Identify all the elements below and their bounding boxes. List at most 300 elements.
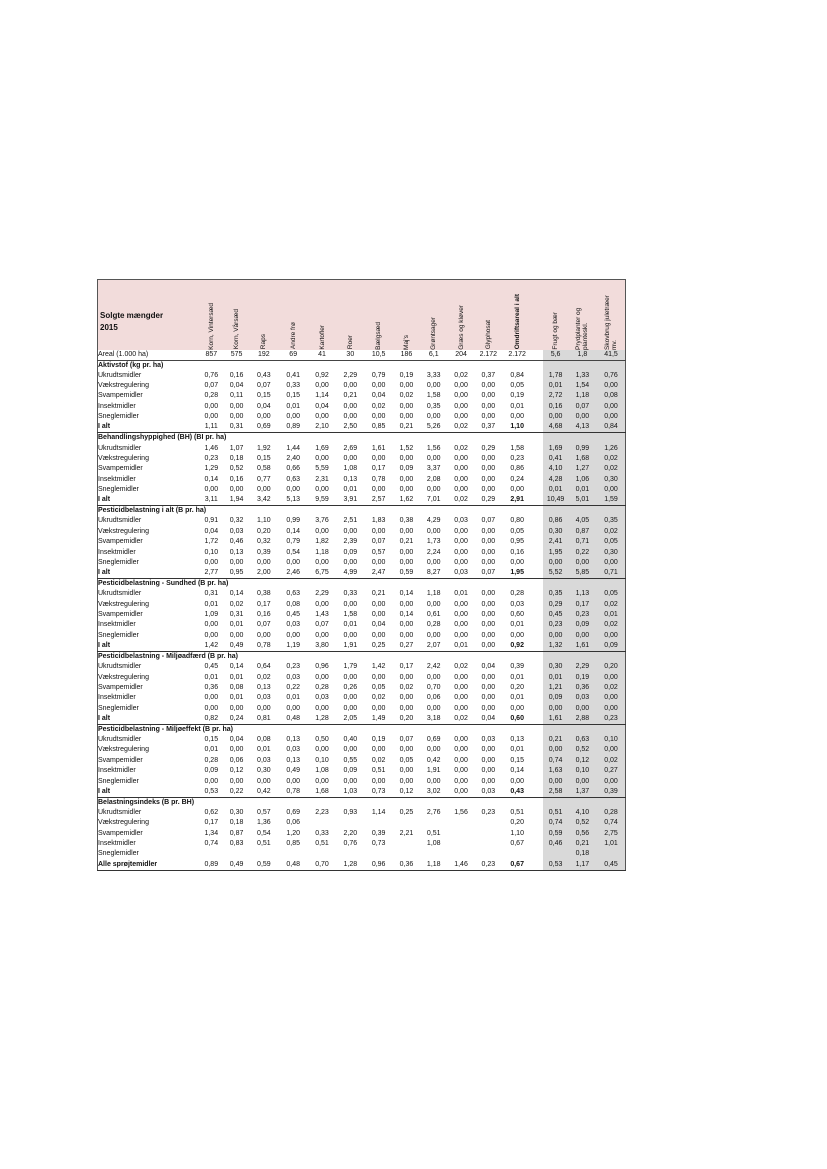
cell-value: 1,61: [371, 444, 386, 452]
cell-value: 0,04: [481, 663, 496, 671]
cell-value: 0,05: [597, 537, 625, 547]
cell-value: 1,79: [343, 663, 358, 671]
cell-value: [336, 818, 364, 828]
cell-value: 0,00: [481, 683, 496, 691]
cell-value: 0,36: [393, 860, 420, 871]
row-label: Svampemidler: [98, 756, 143, 764]
cell-value: 0,51: [543, 808, 567, 818]
cell-value: 0,80: [510, 517, 524, 525]
row-label: Aktivstof (kg pr. ha): [98, 361, 164, 369]
row-label: Pesticidbelastning - Miljøadfærd (B pr. ha): [98, 653, 239, 660]
cell-value: 0,07: [204, 382, 219, 390]
cell-value: 0,00: [315, 704, 329, 712]
section-filler: [224, 797, 249, 808]
cell-value: [502, 849, 532, 859]
cell-value: 1,42: [371, 663, 386, 671]
cell-value: 4,13: [568, 422, 597, 433]
cell-value: 1,26: [597, 443, 625, 453]
section-filler: [364, 652, 392, 663]
column-spacer: [532, 454, 543, 464]
cell-value: [308, 849, 336, 859]
cell-value: 1,8: [568, 350, 597, 361]
cell-value: 0,09: [343, 767, 358, 775]
cell-value: 0,31: [204, 590, 219, 598]
row-label: Vækstregulering: [98, 673, 149, 681]
column-header: [447, 280, 474, 350]
section-filler: [364, 579, 392, 590]
cell-value: 0,78: [279, 787, 308, 798]
row-label: Vækstregulering: [98, 819, 149, 827]
cell-value: 0,13: [510, 736, 524, 744]
cell-value: 0,86: [510, 465, 524, 473]
cell-value: 1,18: [315, 548, 329, 556]
table-row: [98, 610, 626, 620]
row-label: I alt: [98, 422, 199, 433]
column-spacer: [532, 662, 543, 672]
cell-value: 0,00: [315, 382, 329, 390]
section-filler: [364, 433, 392, 444]
cell-value: 0,00: [568, 412, 597, 422]
cell-value: 0,00: [229, 777, 244, 785]
cell-value: 0,03: [568, 693, 597, 703]
section-filler: [279, 360, 308, 371]
cell-value: 0,22: [286, 683, 300, 691]
section-filler: [308, 724, 336, 735]
section-filler: [393, 797, 420, 808]
row-label: Insektmidler: [98, 840, 136, 848]
column-spacer: [532, 516, 543, 526]
cell-value: 0,56: [568, 829, 597, 839]
cell-value: 0,00: [371, 454, 386, 462]
cell-value: 2,20: [343, 829, 358, 837]
cell-value: 0,38: [257, 590, 271, 598]
cell-value: 0,04: [371, 392, 386, 400]
cell-value: 0,00: [481, 527, 496, 535]
cell-value: 0,59: [543, 829, 567, 839]
cell-value: 1,58: [343, 611, 358, 619]
cell-value: [364, 849, 392, 859]
cell-value: 1,13: [568, 589, 597, 599]
cell-value: [447, 839, 474, 849]
cell-value: 41,5: [597, 350, 625, 361]
row-label: Sneglemidler: [98, 631, 139, 639]
column-spacer: [532, 412, 543, 422]
cell-value: 0,82: [199, 714, 224, 725]
column-spacer: [532, 839, 543, 849]
cell-value: 2,29: [568, 662, 597, 672]
section-filler: [502, 724, 532, 735]
cell-value: 0,13: [286, 756, 300, 764]
section-filler: [447, 652, 474, 663]
cell-value: 0,96: [315, 663, 329, 671]
cell-value: 2,75: [597, 829, 625, 839]
section-filler: [420, 652, 447, 663]
cell-value: 0,63: [568, 735, 597, 745]
cell-value: [597, 849, 625, 859]
cell-value: 0,95: [224, 568, 249, 579]
cell-value: 0,00: [426, 600, 441, 608]
cell-value: 1,08: [343, 465, 358, 473]
cell-value: 0,49: [224, 641, 249, 652]
cell-value: 0,00: [257, 486, 271, 494]
row-label: Ukrudtsmidler: [98, 808, 142, 816]
cell-value: 0,00: [286, 704, 300, 712]
total-row: [98, 860, 626, 871]
cell-value: 0,00: [229, 746, 244, 754]
table-row: [98, 620, 626, 630]
cell-value: 2.172: [475, 350, 502, 361]
cell-value: 0,92: [502, 641, 532, 652]
cell-value: 0,74: [543, 818, 567, 828]
cell-value: 0,00: [371, 611, 386, 619]
row-label: Insektmidler: [98, 548, 136, 556]
cell-value: 0,43: [502, 787, 532, 798]
section-filler: [393, 724, 420, 735]
cell-value: 1,03: [336, 787, 364, 798]
cell-value: 1,61: [543, 714, 567, 725]
cell-value: 0,01: [543, 672, 567, 682]
cell-value: 0,87: [568, 527, 597, 537]
cell-value: 2.172: [502, 350, 532, 361]
cell-value: 0,07: [399, 736, 414, 744]
row-label: Sneglemidler: [98, 558, 139, 566]
column-header: [568, 280, 597, 350]
table-row: [98, 454, 626, 464]
cell-value: 0,01: [510, 402, 524, 410]
table-row: [98, 391, 626, 401]
cell-value: 2,29: [343, 371, 358, 379]
cell-value: 1,34: [204, 829, 219, 837]
column-header-label: Frugt og bær: [552, 311, 560, 350]
cell-value: 0,29: [543, 600, 567, 610]
cell-value: 0,28: [510, 590, 524, 598]
section-filler: [502, 652, 532, 663]
cell-value: 0,00: [204, 631, 219, 639]
cell-value: 0,37: [475, 422, 502, 433]
cell-value: 0,00: [399, 382, 414, 390]
cell-value: 0,00: [399, 402, 414, 410]
total-row: [98, 641, 626, 652]
section-filler: [224, 506, 249, 517]
cell-value: 2,50: [336, 422, 364, 433]
cell-value: 0,00: [343, 454, 358, 462]
section-filler: [543, 652, 567, 663]
cell-value: 575: [224, 350, 249, 361]
cell-value: 2,21: [399, 829, 414, 837]
cell-value: 0,70: [308, 860, 336, 871]
cell-value: 0,26: [343, 683, 358, 691]
cell-value: 0,20: [257, 527, 271, 535]
cell-value: 0,23: [481, 808, 496, 816]
cell-value: 0,48: [279, 860, 308, 871]
cell-value: [249, 849, 278, 859]
cell-value: 0,00: [229, 402, 244, 410]
cell-value: 0,09: [543, 693, 567, 703]
cell-value: 1,37: [568, 787, 597, 798]
cell-value: [447, 818, 474, 828]
cell-value: 0,17: [257, 600, 271, 608]
cell-value: 0,00: [510, 558, 524, 566]
cell-value: 1,10: [502, 422, 532, 433]
cell-value: [475, 839, 502, 849]
cell-value: 0,00: [399, 704, 414, 712]
cell-value: 0,05: [510, 382, 524, 390]
cell-value: 1,36: [257, 819, 271, 827]
cell-value: 0,00: [343, 777, 358, 785]
cell-value: 0,02: [371, 756, 386, 764]
cell-value: 1,14: [315, 392, 329, 400]
cell-value: 0,57: [371, 548, 386, 556]
section-filler: [447, 724, 474, 735]
table-row: [98, 756, 626, 766]
cell-value: 0,67: [510, 840, 524, 848]
cell-value: 0,00: [204, 621, 219, 629]
cell-value: 0,16: [229, 475, 244, 483]
section-filler: [336, 652, 364, 663]
cell-value: 0,71: [568, 537, 597, 547]
cell-value: 3,80: [308, 641, 336, 652]
table-row: [98, 412, 626, 422]
cell-value: 0,76: [597, 371, 625, 381]
cell-value: 0,03: [286, 746, 300, 754]
cell-value: 0,00: [597, 381, 625, 391]
section-filler: [597, 579, 625, 590]
cell-value: 0,78: [371, 475, 386, 483]
cell-value: 2,39: [343, 538, 358, 546]
section-filler: [393, 506, 420, 517]
cell-value: 1,01: [597, 839, 625, 849]
column-spacer: [532, 485, 543, 495]
cell-value: 0,00: [481, 756, 496, 764]
cell-value: 0,23: [597, 714, 625, 725]
cell-value: 5,59: [315, 465, 329, 473]
cell-value: 0,02: [597, 600, 625, 610]
cell-value: 0,00: [454, 631, 468, 639]
cell-value: 0,05: [597, 589, 625, 599]
cell-value: 0,31: [229, 611, 244, 619]
cell-value: 0,00: [315, 413, 329, 421]
cell-value: 4,05: [568, 516, 597, 526]
section-filler: [364, 506, 392, 517]
cell-value: 0,01: [343, 621, 358, 629]
cell-value: 0,50: [315, 736, 329, 744]
cell-value: 0,00: [426, 486, 441, 494]
cell-value: 0,69: [249, 422, 278, 433]
cell-value: 3,02: [420, 787, 447, 798]
cell-value: 0,01: [510, 673, 524, 681]
cell-value: 0,00: [454, 538, 468, 546]
column-header: [279, 280, 308, 350]
cell-value: [447, 849, 474, 859]
row-label: Insektmidler: [98, 694, 136, 702]
section-filler: [543, 724, 567, 735]
cell-value: [224, 849, 249, 859]
cell-value: 0,00: [343, 382, 358, 390]
row-label: Pesticidbelastning - Sundhed (B pr. ha): [98, 580, 229, 588]
column-spacer: [532, 735, 543, 745]
cell-value: 0,00: [481, 600, 496, 608]
cell-value: 0,57: [257, 808, 271, 816]
cell-value: 0,10: [597, 735, 625, 745]
row-label: Insektmidler: [98, 767, 136, 775]
cell-value: 0,02: [447, 422, 474, 433]
table-row: [98, 600, 626, 610]
row-label: Svampemidler: [98, 611, 143, 619]
cell-value: 857: [199, 350, 224, 361]
cell-value: 0,00: [399, 558, 414, 566]
cell-value: 1,82: [315, 538, 329, 546]
cell-value: 0,00: [204, 486, 219, 494]
cell-value: 0,30: [597, 475, 625, 485]
cell-value: 0,00: [597, 672, 625, 682]
cell-value: 0,00: [229, 486, 244, 494]
cell-value: 0,02: [454, 371, 468, 379]
cell-value: 0,28: [315, 683, 329, 691]
cell-value: 0,08: [597, 391, 625, 401]
cell-value: 0,00: [475, 641, 502, 652]
section-filler: [249, 360, 278, 371]
cell-value: 0,00: [229, 704, 244, 712]
section-filler: [502, 506, 532, 517]
cell-value: 3,91: [336, 495, 364, 506]
cell-value: 0,00: [454, 465, 468, 473]
cell-value: 0,96: [364, 860, 392, 871]
table-row: [98, 381, 626, 391]
cell-value: 0,03: [257, 756, 271, 764]
column-spacer: [532, 506, 543, 517]
column-header-label: Andre frø: [289, 322, 297, 350]
cell-value: 0,35: [597, 516, 625, 526]
cell-value: [475, 849, 502, 859]
column-spacer: [532, 818, 543, 828]
row-label: Pesticidbelastning i alt (B pr. ha): [98, 507, 207, 515]
column-spacer: [532, 683, 543, 693]
cell-value: 0,59: [393, 568, 420, 579]
cell-value: 0,03: [286, 673, 300, 681]
cell-value: 0,00: [481, 392, 496, 400]
cell-value: 0,52: [568, 745, 597, 755]
cell-value: 0,61: [426, 611, 441, 619]
column-spacer: [532, 745, 543, 755]
column-spacer: [532, 797, 543, 808]
cell-value: 1,21: [543, 683, 567, 693]
cell-value: 4,10: [568, 808, 597, 818]
cell-value: 1,72: [204, 538, 219, 546]
cell-value: 1,54: [568, 381, 597, 391]
row-label: Alle sprøjtemidler: [98, 860, 199, 871]
section-filler: [420, 579, 447, 590]
cell-value: 0,00: [454, 777, 468, 785]
section-filler: [568, 652, 597, 663]
cell-value: 0,00: [481, 558, 496, 566]
row-label: Sneglemidler: [98, 704, 139, 712]
cell-value: 0,00: [510, 486, 524, 494]
cell-value: 0,62: [204, 808, 219, 816]
cell-value: 0,00: [510, 704, 524, 712]
cell-value: 0,28: [204, 756, 219, 764]
cell-value: 0,00: [257, 777, 271, 785]
column-spacer: [532, 381, 543, 391]
cell-value: 3,37: [426, 465, 441, 473]
cell-value: 0,07: [481, 517, 496, 525]
section-filler: [475, 506, 502, 517]
cell-value: 0,39: [257, 548, 271, 556]
cell-value: 1,62: [393, 495, 420, 506]
table-row: [98, 829, 626, 839]
cell-value: 2,76: [426, 808, 441, 816]
cell-value: 0,00: [371, 631, 386, 639]
cell-value: 0,00: [399, 746, 414, 754]
cell-value: 0,00: [343, 746, 358, 754]
section-header-row: [98, 579, 626, 590]
cell-value: 0,04: [204, 527, 219, 535]
cell-value: 0,00: [204, 413, 219, 421]
section-filler: [279, 506, 308, 517]
cell-value: 0,70: [426, 683, 441, 691]
cell-value: 0,32: [257, 538, 271, 546]
cell-value: 0,00: [399, 454, 414, 462]
column-spacer: [532, 464, 543, 474]
cell-value: 0,77: [257, 475, 271, 483]
row-label: Ukrudtsmidler: [98, 663, 142, 671]
table-row: [98, 485, 626, 495]
section-filler: [597, 360, 625, 371]
cell-value: 0,16: [257, 611, 271, 619]
cell-value: 0,00: [481, 454, 496, 462]
cell-value: 0,00: [315, 454, 329, 462]
cell-value: 0,00: [597, 704, 625, 714]
column-spacer: [532, 641, 543, 652]
cell-value: 0,23: [510, 454, 524, 462]
cell-value: 0,08: [286, 600, 300, 608]
section-filler: [475, 724, 502, 735]
section-filler: [224, 360, 249, 371]
cell-value: 0,03: [481, 736, 496, 744]
cell-value: 4,10: [543, 464, 567, 474]
cell-value: 1,19: [279, 641, 308, 652]
cell-value: 0,42: [249, 787, 278, 798]
cell-value: 0,37: [481, 371, 496, 379]
section-filler: [447, 797, 474, 808]
cell-value: 0,00: [426, 413, 441, 421]
cell-value: 0,00: [315, 486, 329, 494]
table-row: [98, 589, 626, 599]
column-header-label: Prydplanter og planteskl.: [575, 307, 590, 350]
cell-value: 1,09: [204, 611, 219, 619]
table-row: [98, 808, 626, 818]
cell-value: 0,00: [399, 600, 414, 608]
cell-value: 0,00: [454, 527, 468, 535]
cell-value: 0,19: [399, 371, 414, 379]
cell-value: 0,00: [371, 413, 386, 421]
cell-value: 0,01: [454, 590, 468, 598]
cell-value: 0,00: [343, 694, 358, 702]
cell-value: 30: [336, 350, 364, 361]
row-label: Vækstregulering: [98, 454, 149, 462]
column-spacer: [532, 568, 543, 579]
cell-value: 0,02: [597, 756, 625, 766]
cell-value: 0,00: [481, 465, 496, 473]
section-header-row: [98, 724, 626, 735]
column-spacer: [532, 600, 543, 610]
column-spacer: [532, 787, 543, 798]
cell-value: 69: [279, 350, 308, 361]
section-filler: [543, 579, 567, 590]
cell-value: 1,43: [315, 611, 329, 619]
cell-value: 0,86: [543, 516, 567, 526]
column-header: [224, 280, 249, 350]
cell-value: [420, 849, 447, 859]
